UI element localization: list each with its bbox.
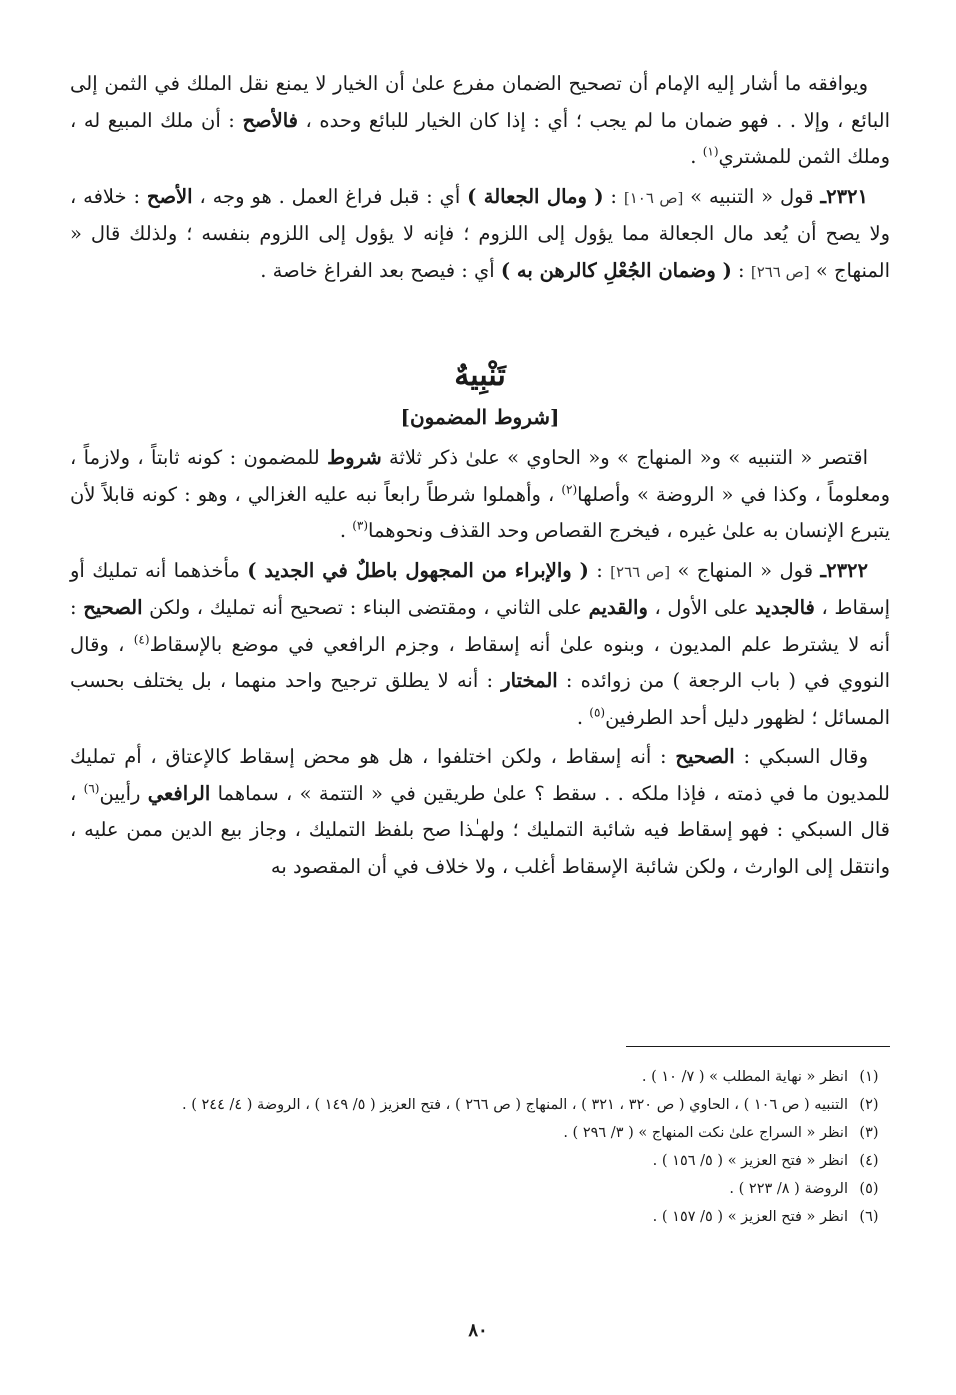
bold-term: الأصح [146, 184, 193, 208]
footnote-number: (١) [859, 1069, 879, 1085]
text-run: قول « المنهاج » [670, 558, 821, 582]
footnote-5 [70, 1178, 890, 1201]
text-run: على الثاني ، ومقتضى البناء : تصحيح أنه تمليك ، ولكن [142, 596, 589, 619]
text-run: اقتصر « التنبيه » و« المنهاج » و« الحاوي » علىٰ ذكر ثلاثة [381, 446, 868, 469]
footnote-2 [70, 1094, 890, 1117]
paragraph-2321 [70, 179, 890, 291]
footnote-text: انظر « السراج علىٰ نكت المنهاج » ( ٣/ ٢٩٦ ) . [563, 1125, 848, 1141]
text-run: : أنه لا يشترط علم المديون ، وبنوه علىٰ أنه إسقاط ، وجزم الرافعي في موضع بالإسقاط [70, 596, 890, 656]
footnote-number: (٢) [859, 1097, 879, 1113]
footnote-number: (٤) [859, 1153, 879, 1169]
footnote-text: انظر « نهاية المطلب » ( ٧/ ١٠ ) . [641, 1069, 848, 1085]
bold-term: والقديم [588, 596, 648, 619]
page-number: ٨٠ [468, 1320, 488, 1341]
text-run: ، وأهملوا شرطاً رابعاً نبه عليه الغزالي ، وهو : كونه قابلاً لأن يتبرع الإنسان به علىٰ غيره ، فيخرج القصاص وحد القذف ونحوهما [70, 482, 890, 542]
paragraph-subki [70, 739, 890, 885]
bold-term: الرافعي [147, 781, 211, 805]
section-heading: تَنْبِيهٌ [454, 358, 506, 393]
footnote-number: (٥) [859, 1181, 879, 1197]
text-run: : أن ملك المبيع له ، وملك الثمن للمشتري [70, 108, 890, 168]
text-run: للمضمون : كونه ثابتاً ، ولازماً ، ومعلوماً ، وكذا في « الروضة » وأصلها [70, 446, 891, 506]
footnote-3 [70, 1122, 890, 1145]
footnote-ref[interactable]: (٢) [561, 482, 578, 496]
footnote-ref[interactable]: (١) [702, 144, 719, 159]
text-run: أي : قبل فراغ العمل . هو وجه ، [192, 184, 468, 208]
text-run: . [576, 705, 590, 729]
bold-term: فالأصح [242, 108, 298, 132]
text-run: : خلافه ، ولا يصح أن يُعد مال الجعالة مما يؤول إلى اللزوم ؛ فإنه لا يؤول إلى اللزوم بنفسه ؛ ولذلك قال « المنهاج » [70, 184, 890, 282]
text-run: مأخذهما أنه تمليك أو إسقاط ، [70, 558, 891, 619]
issue-number: ٢٣٢٢ـ [820, 558, 869, 582]
footnote-text: التنبيه ( ص ١٠٦ ) ، الحاوي ( ص ٣٢٠ ، ٣٢١ ) ، المنهاج ( ص ٢٦٦ ) ، فتح العزيز ( ٥/ ١٤٩ ) ، الروضة ( ٤/ ٢٤٤ ) . [182, 1097, 848, 1113]
quoted-text: ( ومال الجعالة ) [467, 184, 604, 208]
quoted-text: ( والإبراء من المجهول باطلٌ في الجديد ) [247, 558, 589, 582]
bold-term: فالجديد [755, 596, 815, 619]
text-run: . [339, 519, 353, 542]
footnote-number: (٣) [859, 1125, 879, 1141]
bold-term: الصحيح [675, 745, 735, 768]
text-run: وقال السبكي : [734, 745, 868, 768]
text-run: ، قال السبكي : فهو إسقاط فيه شائبة التمليك ؛ ولهـٰذا صح بلفظ التمليك ، وجاز بيع الدين ممن عليه ، وانتقل إلى الوارث ، ولكن شائبة الإسقاط أغلب ، ولا خلاف في أن المقصود به [70, 781, 890, 878]
page-body [70, 66, 890, 885]
page-reference: [ص ٢٦٦] [610, 562, 671, 581]
text-run: : [588, 558, 611, 582]
text-run: : أنه إسقاط ، ولكن اختلفوا ، هل هو محض إسقاط كالإعتاق ، أم تمليك للمديون ما في ذمته ، فإذا ملكه . . سقط ؟ علىٰ طريقين في « التتمة » ، سماهما [70, 745, 890, 805]
footnote-text: انظر « فتح العزيز » ( ٥/ ١٥٧ ) . [652, 1209, 848, 1225]
footnotes [70, 1066, 890, 1234]
spacer [70, 290, 890, 354]
text-run: : [603, 184, 624, 208]
text-run: . [690, 145, 703, 168]
quoted-text: ( وضمان الجُعْلِ كالرهن به ) [500, 258, 732, 282]
text-run: : [731, 258, 751, 282]
footnote-ref[interactable]: (٣) [352, 518, 369, 533]
bold-term: المختار [501, 669, 558, 692]
footnote-6 [70, 1206, 890, 1229]
bold-term: الصحيح [83, 596, 143, 619]
footnote-ref[interactable]: (٤) [133, 632, 150, 646]
text-run: أي : فيصح بعد الفراغ خاصة . [260, 258, 501, 282]
text-run: على الأول ، [647, 596, 756, 619]
footnote-text: الروضة ( ٨/ ٢٢٣ ) . [729, 1181, 848, 1197]
paragraph-1 [70, 66, 890, 176]
section-subheading: [شروط المضمون] [400, 405, 560, 429]
text-run: ، وقال النووي في ( باب الرجعة ) من زوائده : [70, 632, 890, 692]
footnote-ref[interactable]: (٦) [83, 781, 100, 795]
paragraph-conditions [70, 440, 890, 550]
footnote-number: (٦) [859, 1209, 879, 1225]
footnote-4 [70, 1150, 890, 1173]
text-run: رأيين [99, 781, 148, 805]
issue-number: ٢٣٢١ـ [820, 184, 869, 208]
paragraph-2322 [70, 553, 890, 737]
footnote-ref[interactable]: (٥) [589, 705, 606, 719]
footnote-divider [626, 1046, 890, 1047]
text-run: : أنه لا يطلق ترجيح واحد منهما ، بل يختلف بحسب المسائل ؛ لظهور دليل أحد الطرفين [70, 669, 890, 729]
footnote-text: انظر « فتح العزيز » ( ٥/ ١٥٦ ) . [652, 1153, 848, 1169]
page-reference: [ص ١٠٦] [623, 188, 684, 207]
footnote-1 [70, 1066, 890, 1089]
bold-term: شروط [327, 446, 382, 469]
text-run: ويوافقه ما أشار إليه الإمام أن تصحيح الضمان مفرع علىٰ أن الخيار لا يمنع نقل الملك في الثمن إلى البائع ، وإلا . . فهو ضمان ما لم يجب ؛ أي : إذا كان الخيار للبائع وحده ، [70, 72, 890, 132]
page-reference: [ص ٢٦٦] [750, 262, 810, 281]
text-run: قول « التنبيه » [683, 184, 821, 208]
